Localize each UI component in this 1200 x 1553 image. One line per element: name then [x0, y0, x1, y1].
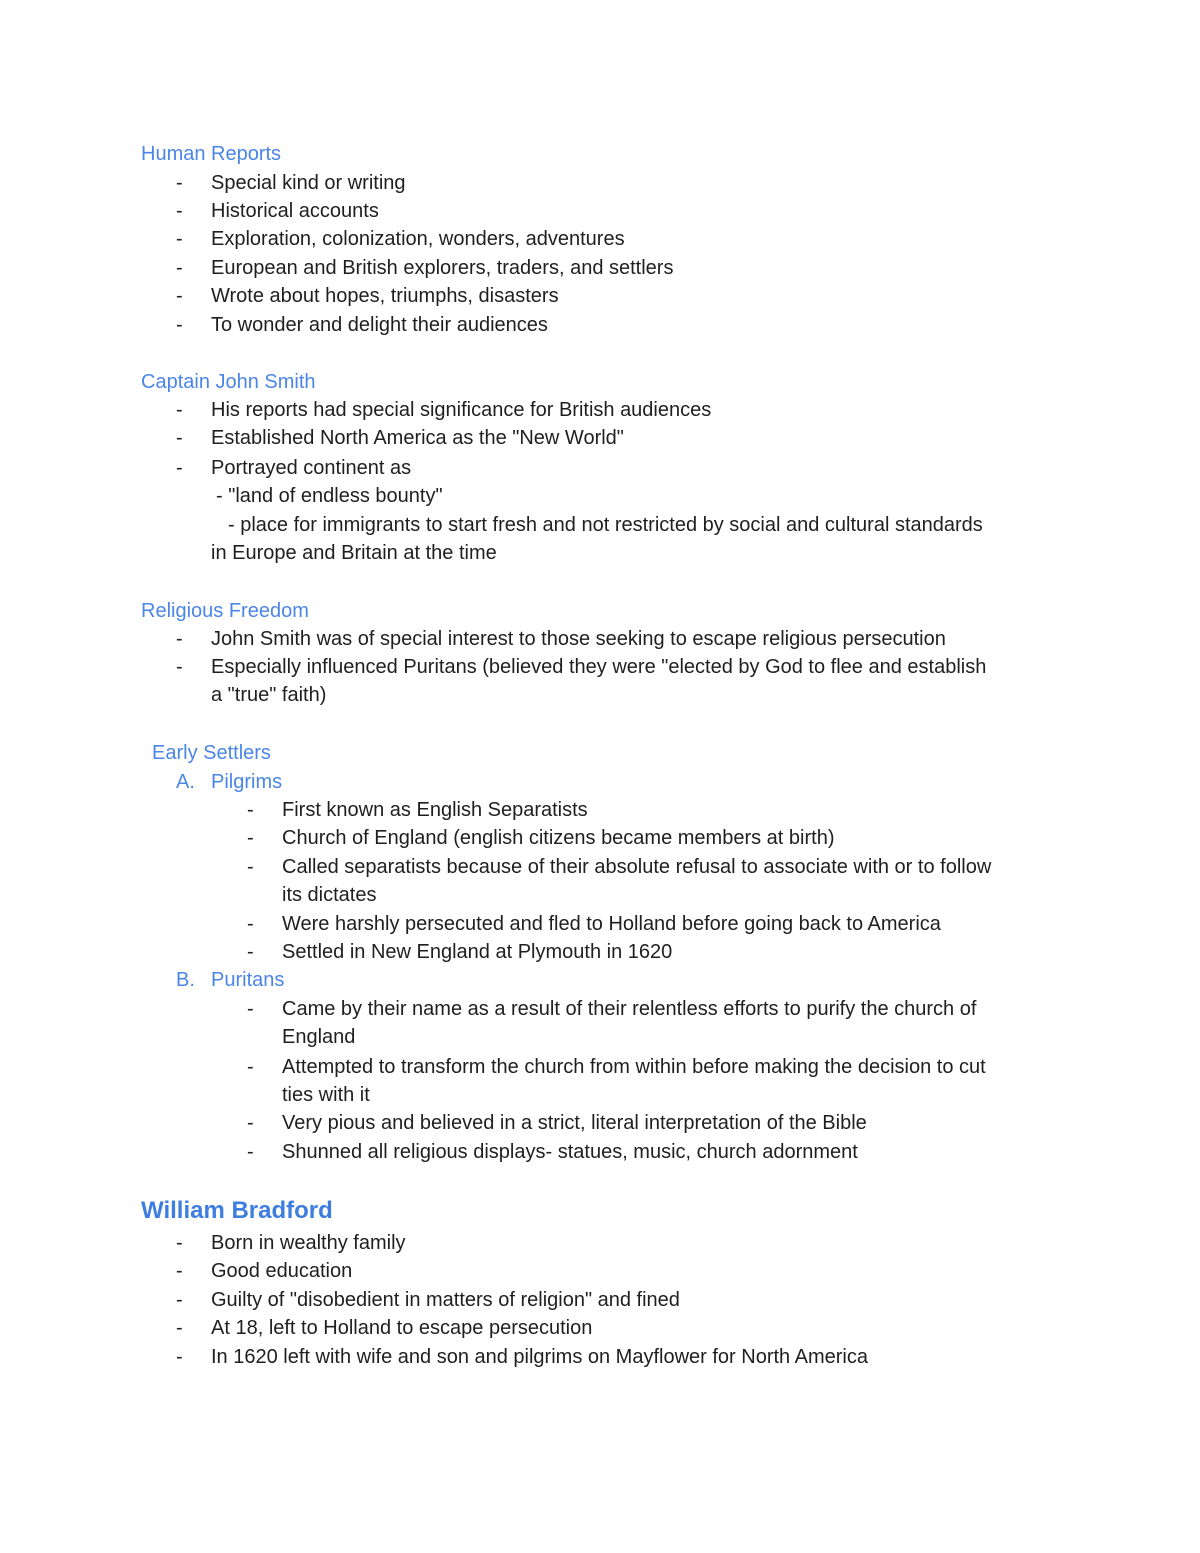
list-item: Good education: [211, 1260, 353, 1282]
list-item: Especially influenced Puritans (believed they were "elected by God to flee and establish: [211, 656, 987, 678]
bullet-dash: -: [247, 827, 254, 849]
bullet-dash: -: [247, 1112, 254, 1134]
heading-religious-freedom: Religious Freedom: [141, 600, 309, 622]
bullet-dash: -: [176, 1260, 183, 1282]
list-item: In 1620 left with wife and son and pilgrims on Mayflower for North America: [211, 1346, 868, 1368]
bullet-dash: -: [176, 656, 183, 678]
subheading-puritans: Puritans: [211, 969, 285, 991]
bullet-dash: -: [176, 427, 183, 449]
list-item: Shunned all religious displays- statues, music, church adornment: [282, 1141, 858, 1163]
bullet-dash: -: [247, 941, 254, 963]
sub-list-item: - place for immigrants to start fresh and not restricted by social and cultural standards: [228, 514, 983, 536]
bullet-dash: -: [176, 228, 183, 250]
list-letter-b: B.: [176, 969, 195, 991]
list-item: Born in wealthy family: [211, 1232, 406, 1254]
bullet-dash: -: [176, 314, 183, 336]
heading-human-reports: Human Reports: [141, 143, 282, 165]
subheading-pilgrims: Pilgrims: [211, 771, 283, 793]
list-item: Called separatists because of their absolute refusal to associate with or to follow: [282, 856, 992, 878]
list-item: Settled in New England at Plymouth in 1620: [282, 941, 673, 963]
bullet-dash: -: [247, 913, 254, 935]
list-item: Church of England (english citizens became members at birth): [282, 827, 835, 849]
bullet-dash: -: [247, 998, 254, 1020]
list-item: Special kind or writing: [211, 172, 406, 194]
list-item: His reports had special significance for British audiences: [211, 399, 712, 421]
bullet-dash: -: [176, 628, 183, 650]
list-item: Attempted to transform the church from within before making the decision to cut: [282, 1056, 986, 1078]
list-item-continued: ties with it: [282, 1084, 370, 1106]
bullet-dash: -: [176, 1232, 183, 1254]
list-item-continued: England: [282, 1026, 356, 1048]
bullet-dash: -: [247, 1056, 254, 1078]
bullet-dash: -: [176, 200, 183, 222]
bullet-dash: -: [176, 1346, 183, 1368]
bullet-dash: -: [176, 399, 183, 421]
heading-early-settlers: Early Settlers: [152, 742, 271, 764]
bullet-dash: -: [176, 172, 183, 194]
list-item: First known as English Separatists: [282, 799, 588, 821]
bullet-dash: -: [176, 1289, 183, 1311]
list-item: Guilty of "disobedient in matters of religion" and fined: [211, 1289, 680, 1311]
list-item: Very pious and believed in a strict, literal interpretation of the Bible: [282, 1112, 867, 1134]
list-item: Wrote about hopes, triumphs, disasters: [211, 285, 559, 307]
list-item-continued: a "true" faith): [211, 684, 327, 706]
list-item: European and British explorers, traders, and settlers: [211, 257, 674, 279]
list-item: Established North America as the "New World": [211, 427, 624, 449]
list-letter-a: A.: [176, 771, 195, 793]
list-item: Were harshly persecuted and fled to Holland before going back to America: [282, 913, 941, 935]
list-item: Portrayed continent as: [211, 457, 412, 479]
sub-list-item: - "land of endless bounty": [216, 485, 443, 507]
bullet-dash: -: [176, 1317, 183, 1339]
bullet-dash: -: [176, 285, 183, 307]
list-item-continued: its dictates: [282, 884, 377, 906]
list-item: To wonder and delight their audiences: [211, 314, 548, 336]
bullet-dash: -: [176, 257, 183, 279]
bullet-dash: -: [247, 1141, 254, 1163]
sub-list-item-continued: in Europe and Britain at the time: [211, 542, 497, 564]
heading-william-bradford: William Bradford: [141, 1197, 333, 1224]
bullet-dash: -: [247, 856, 254, 878]
bullet-dash: -: [176, 457, 183, 479]
heading-captain-john-smith: Captain John Smith: [141, 371, 316, 393]
list-item: John Smith was of special interest to those seeking to escape religious persecution: [211, 628, 946, 650]
list-item: At 18, left to Holland to escape persecution: [211, 1317, 593, 1339]
list-item: Exploration, colonization, wonders, adventures: [211, 228, 625, 250]
bullet-dash: -: [247, 799, 254, 821]
list-item: Came by their name as a result of their relentless efforts to purify the church of: [282, 998, 977, 1020]
list-item: Historical accounts: [211, 200, 379, 222]
